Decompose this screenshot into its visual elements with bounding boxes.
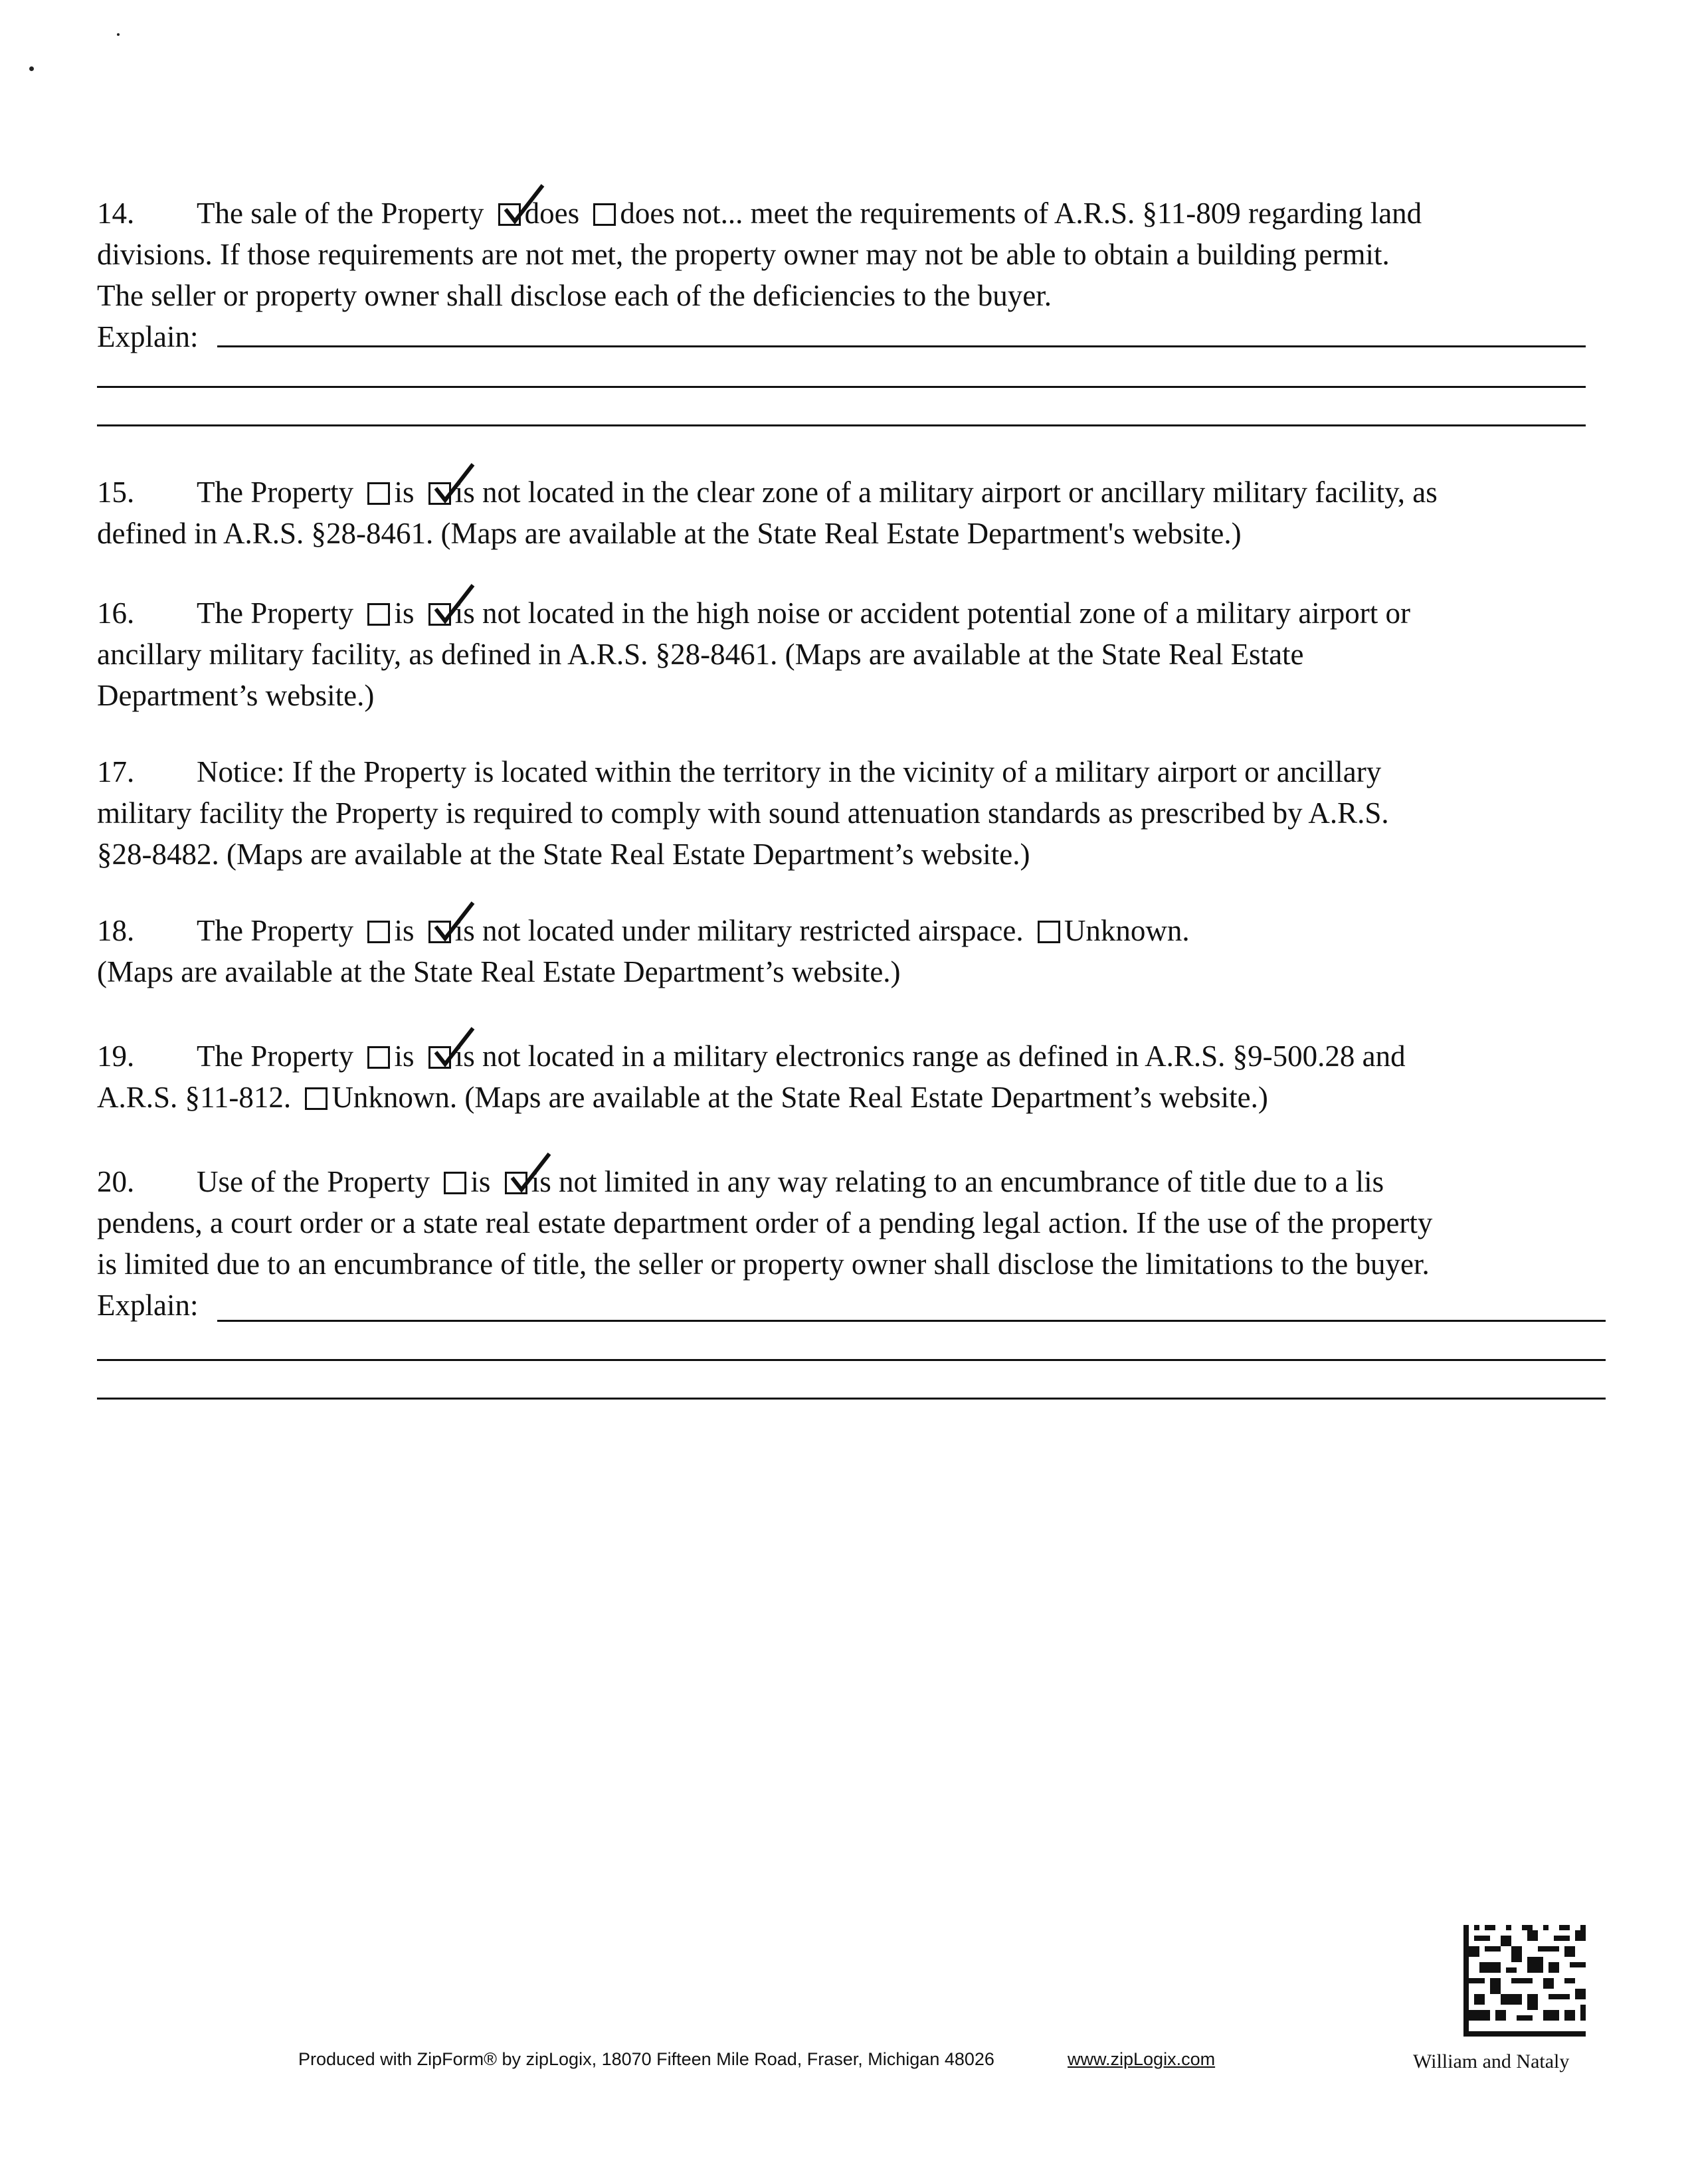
item-number: 14. xyxy=(97,197,135,230)
is-checkbox[interactable] xyxy=(444,1172,466,1194)
does-not-checkbox[interactable] xyxy=(593,203,616,226)
is-checkbox[interactable] xyxy=(367,482,390,505)
item-15: 15. The Property is is not located in the clear zone of a military airport or ancillary military facility, as defined in A.R.S. §28-8461. (Maps are available at the State Real Estate Department's website.) xyxy=(97,472,1438,554)
unknown-checkbox[interactable] xyxy=(1038,921,1060,943)
explain-input-line[interactable] xyxy=(217,345,1586,347)
checkmark-icon xyxy=(502,183,545,227)
is-not-checkbox[interactable] xyxy=(428,482,451,505)
is-not-checkbox[interactable] xyxy=(505,1172,527,1194)
item-19: 19. The Property is is not located in a military electronics range as defined in A.R.S. §9-500.28 and A.R.S. §11-812. Unknown. (Maps are available at the State Real Estate Department’s website.) xyxy=(97,1036,1406,1118)
footer-website-link[interactable]: www.zipLogix.com xyxy=(1068,2049,1216,2069)
item-20: 20. Use of the Property is is not limited in any way relating to an encumbrance of title due to a lis pendens, a court order or a state real estate department order of a pending legal action. If the use of the property is limited due to an encumbrance of title, the seller or property owner shall disclose the limitations to the buyer. Explain: xyxy=(97,1161,1432,1326)
explain-input-line[interactable] xyxy=(217,1320,1606,1322)
explain-label: Explain: xyxy=(97,1289,199,1322)
item-number: 20. xyxy=(97,1165,135,1198)
is-not-checkbox[interactable] xyxy=(428,921,451,943)
footer-names: William and Nataly xyxy=(1413,2050,1570,2072)
explain-input-line[interactable] xyxy=(97,424,1586,426)
is-checkbox[interactable] xyxy=(367,921,390,943)
footer-produced-with: Produced with ZipForm® by zipLogix, 18070 Fifteen Mile Road, Fraser, Michigan 48026 xyxy=(298,2049,994,2069)
item-16: 16. The Property is is not located in the high noise or accident potential zone of a military airport or ancillary military facility, as defined in A.R.S. §28-8461. (Maps are available at the State Real Estate Department’s website.) xyxy=(97,592,1410,716)
item-17: 17. Notice: If the Property is located within the territory in the vicinity of a military airport or ancillary military facility the Property is required to comply with sound attenuation standards as prescribed by A.R.S. §28-8482. (Maps are available at the State Real Estate Department’s website.) xyxy=(97,751,1389,875)
is-not-checkbox[interactable] xyxy=(428,603,451,626)
explain-label: Explain: xyxy=(97,320,199,353)
item-number: 16. xyxy=(97,596,135,630)
explain-input-line[interactable] xyxy=(97,386,1586,388)
checkmark-icon xyxy=(432,1026,476,1069)
item-14: 14. The sale of the Property does does not... meet the requirements of A.R.S. §11-809 regarding land divisions. If those requirements are not met, the property owner may not be able to obtain a building permit. The seller or property owner shall disclose each of the deficiencies to the buyer. Explain: xyxy=(97,193,1422,357)
explain-input-line[interactable] xyxy=(97,1398,1606,1400)
checkmark-icon xyxy=(508,1151,552,1195)
is-not-checkbox[interactable] xyxy=(428,1046,451,1069)
checkmark-icon xyxy=(432,462,476,505)
item-number: 19. xyxy=(97,1040,135,1073)
checkmark-icon xyxy=(432,900,476,944)
checkmark-icon xyxy=(432,583,476,626)
item-number: 18. xyxy=(97,914,135,947)
does-checkbox[interactable] xyxy=(498,203,521,226)
is-checkbox[interactable] xyxy=(367,603,390,626)
barcode-icon xyxy=(1463,1925,1586,2037)
scan-speck xyxy=(117,33,120,36)
item-number: 15. xyxy=(97,476,135,509)
explain-input-line[interactable] xyxy=(97,1359,1606,1361)
item-number: 17. xyxy=(97,755,135,788)
item-18: 18. The Property is is not located under military restricted airspace. Unknown. (Maps are available at the State Real Estate Department’s website.) xyxy=(97,910,1190,992)
unknown-checkbox[interactable] xyxy=(305,1087,328,1110)
scan-speck xyxy=(29,66,34,71)
is-checkbox[interactable] xyxy=(367,1046,390,1069)
